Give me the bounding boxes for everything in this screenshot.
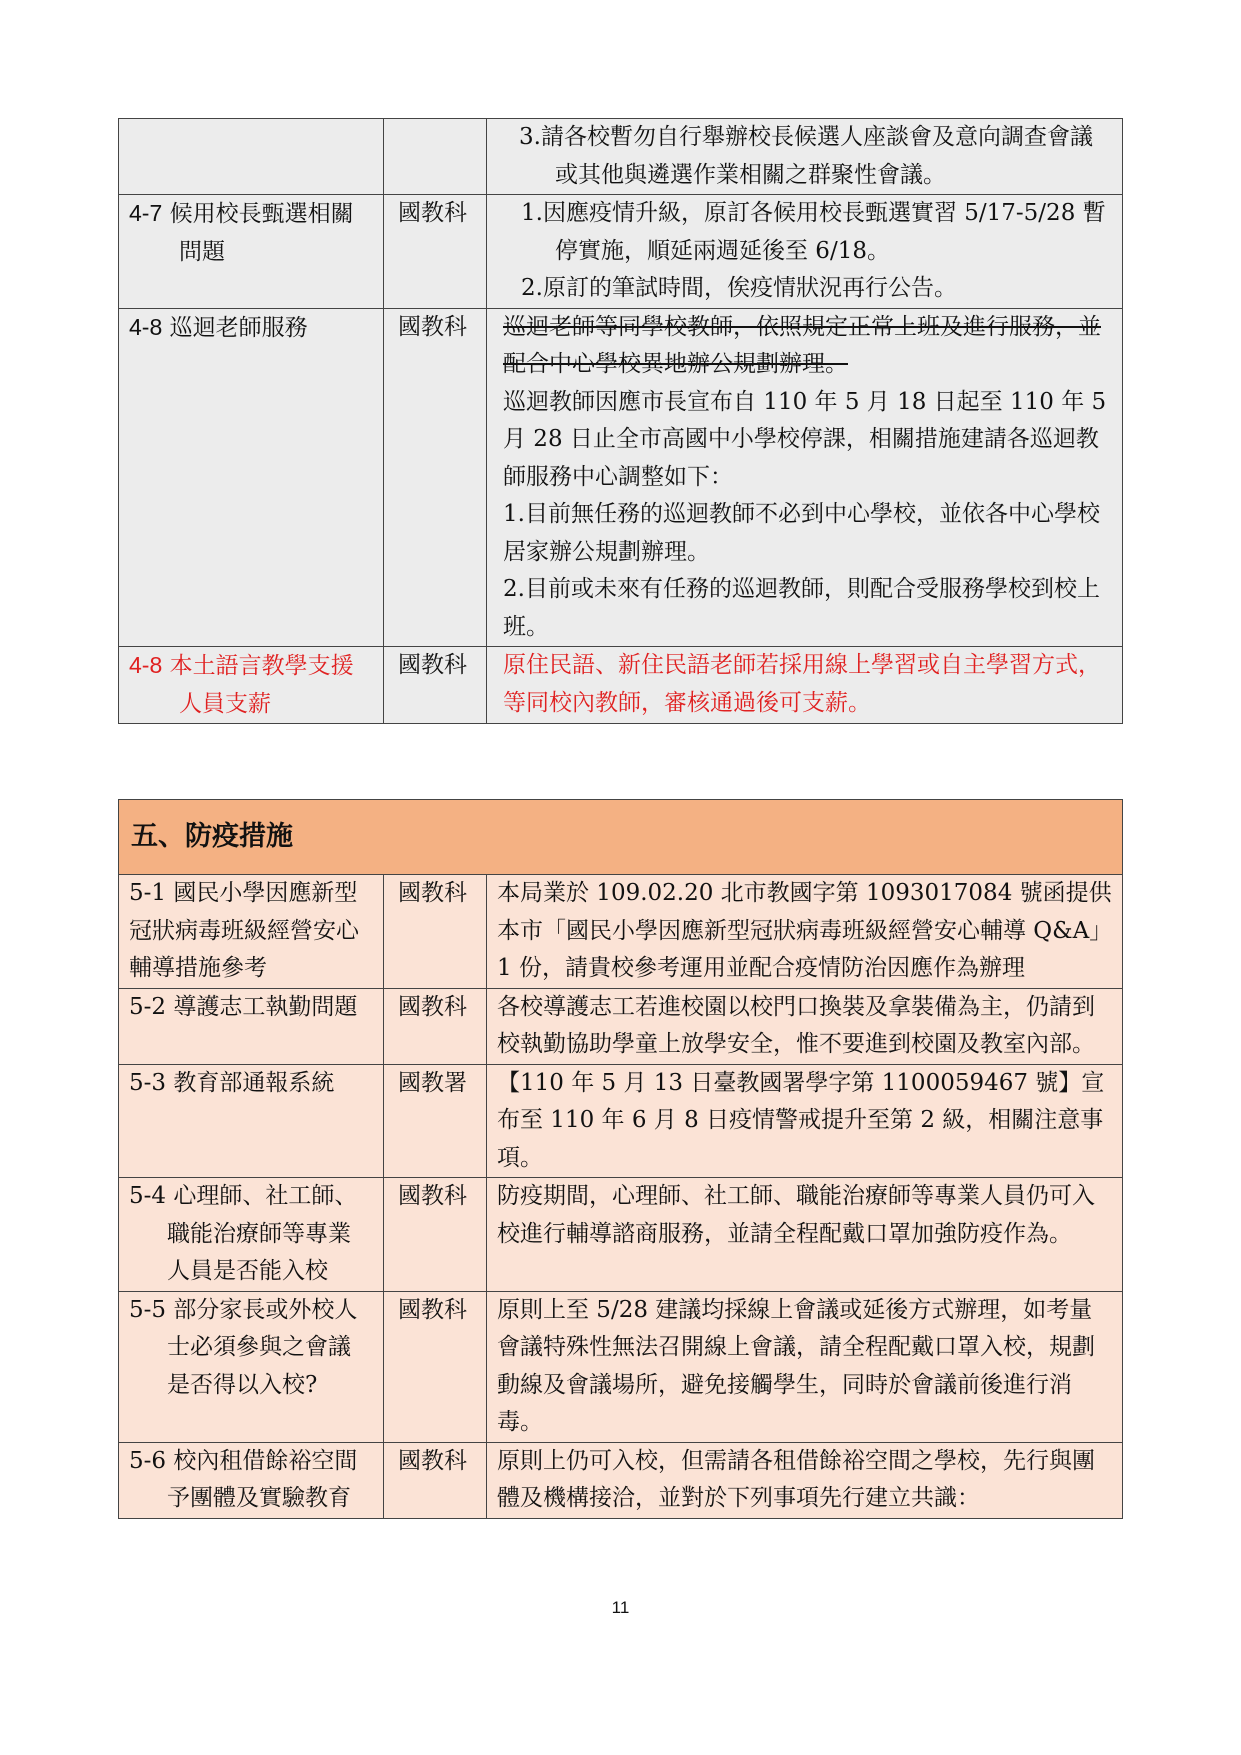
content-line: 1.因應疫情升級，原訂各候用校長甄選實習 5/17-5/28 暫停實施，順延兩週延後至 6/18。 [521,200,1106,264]
row-unit-cell [384,988,487,1064]
table-row [119,119,1123,195]
row-content-cell [487,647,1123,724]
row-unit-cell [384,875,487,989]
row-unit-cell [384,1442,487,1518]
row-id: 5-2 [129,993,167,1020]
row-unit: 國教科 [398,652,467,678]
content-line: 原則上仍可入校，但需請各租借餘裕空間之學校，先行與團體及機構接洽，並對於下列事項先行建立共識： [497,1447,1095,1511]
row-content-cell [487,119,1123,195]
content-line: 原則上至 5/28 建議均採線上會議或延後方式辦理，如考量會議特殊性無法召開線上會議，請全程配戴口罩入校，規劃動線及會議場所，避免接觸學生，同時於會議前後進行消毒。 [497,1296,1095,1435]
table-row [119,1178,1123,1292]
page-number: 11 [611,1598,630,1617]
row-id: 5-4 [129,1183,167,1209]
section-header-row [119,800,1123,875]
row-unit: 國教科 [398,200,467,226]
content-line: 2.目前或未來有任務的巡迴教師，則配合受服務學校到校上班。 [503,576,1100,640]
row-id: 4-7 [129,200,163,226]
row-content-cell [487,875,1123,989]
table-row [119,988,1123,1064]
content-line: 【110 年 5 月 13 日臺教國署學字第 1100059467 號】宣布至 110 年 6 月 8 日疫情警戒提升至第 2 級，相關注意事項。 [497,1069,1105,1171]
row-content-cell [487,1442,1123,1518]
row-title-cell [119,647,384,724]
row-unit: 國教署 [398,1069,467,1096]
row-unit: 國教科 [398,313,467,340]
struck-text: 巡迴老師等同學校教師，依照規定正常上班及進行服務，並配合中心學校異地辦公規劃辦理。 [503,313,1101,377]
row-id: 4-8 [129,313,163,340]
row-content-cell [487,1291,1123,1442]
row-unit: 國教科 [398,1447,467,1474]
table-row [119,1291,1123,1442]
row-unit-cell [384,308,487,647]
row-id: 4-8 [129,652,163,678]
row-unit-cell [384,1064,487,1178]
row-title-cell [119,119,384,195]
row-title [129,875,373,988]
row-id: 5-6 [129,1447,167,1474]
row-title-text: 部分家長或外校人士必須參與之會議是否得以入校? [167,1296,358,1398]
row-title-text: 校內租借餘裕空間予團體及實驗教育 [167,1447,358,1511]
table-part5 [118,799,1123,1519]
row-title-cell [119,1064,384,1178]
row-title [129,989,373,1027]
row-unit: 國教科 [398,1296,467,1323]
table-row [119,1064,1123,1178]
table-row [119,1442,1123,1518]
row-unit: 國教科 [398,880,467,906]
content-line: 巡迴教師因應市長宣布自 110 年 5 月 18 日起至 110 年 5 月 28 日止全市高國中小學校停課，相關措施建請各巡迴教師服務中心調整如下： [503,388,1107,490]
row-title-text: 巡迴老師服務 [169,314,308,341]
table-row [119,308,1123,647]
row-content-cell [487,308,1123,647]
table-row [119,647,1123,724]
row-title-cell [119,1178,384,1292]
row-title-cell [119,988,384,1064]
row-title-text: 國民小學因應新型冠狀病毒班級經營安心輔導措施參考 [129,880,359,981]
row-title-cell [119,308,384,647]
row-content-cell [487,988,1123,1064]
content-line: 防疫期間，心理師、社工師、職能治療師等專業人員仍可入校進行輔導諮商服務，並請全程配戴口罩加強防疫作為。 [497,1183,1095,1247]
row-title-text: 本土語言教學支援人員支薪 [169,653,354,717]
row-unit: 國教科 [398,993,467,1020]
content-line: 本局業於 109.02.20 北市教國字第 1093017084 號函提供本市「國民小學因應新型冠狀病毒班級經營安心輔導 Q&A」1 份，請貴校參考運用並配合疫情防治因應作為辦理 [497,880,1112,981]
content-line: 原住民語、新住民語老師若採用線上學習或自主學習方式，等同校內教師，審核通過後可支薪。 [503,652,1101,716]
row-title [129,309,373,348]
row-title [129,647,373,723]
row-id: 5-5 [129,1296,167,1323]
row-title-text: 心理師、社工師、職能治療師等專業人員是否能入校 [167,1183,358,1284]
row-unit-cell [384,647,487,724]
content-line: 1.目前無任務的巡迴教師不必到中心學校，並依各中心學校居家辦公規劃辦理。 [503,501,1100,565]
row-title [129,1178,373,1291]
row-title-cell [119,1291,384,1442]
row-unit-cell [384,1178,487,1292]
row-title-cell [119,1442,384,1518]
table-row [119,875,1123,989]
content-line: 2.原訂的筆試時間，俟疫情狀況再行公告。 [521,275,957,301]
content-line: 各校導護志工若進校園以校門口換裝及拿裝備為主，仍請到校執勤協助學童上放學安全，惟不要進到校園及教室內部。 [497,993,1095,1057]
section-heading: 五、防疫措施 [119,800,1123,875]
row-title-text: 候用校長甄選相關問題 [169,201,354,265]
row-title [129,1292,373,1405]
row-title [129,1443,373,1518]
content-line: 3.請各校暫勿自行舉辦校長候選人座談會及意向調查會議或其他與遴選作業相關之群聚性會議。 [519,124,1093,188]
table-part4 [118,118,1123,724]
row-unit-cell [384,1291,487,1442]
row-unit: 國教科 [398,1183,467,1209]
row-title-text: 教育部通報系統 [173,1069,335,1096]
row-id: 5-1 [129,880,167,906]
row-unit-cell [384,195,487,309]
row-content-cell [487,1178,1123,1292]
row-content-cell [487,1064,1123,1178]
row-id: 5-3 [129,1069,167,1096]
row-title-cell [119,195,384,309]
row-title [129,195,373,271]
row-content-cell [487,195,1123,309]
table-row [119,195,1123,309]
row-unit-cell [384,119,487,195]
row-title-text: 導護志工執勤問題 [173,993,358,1020]
row-title [129,1065,373,1103]
row-title-cell [119,875,384,989]
